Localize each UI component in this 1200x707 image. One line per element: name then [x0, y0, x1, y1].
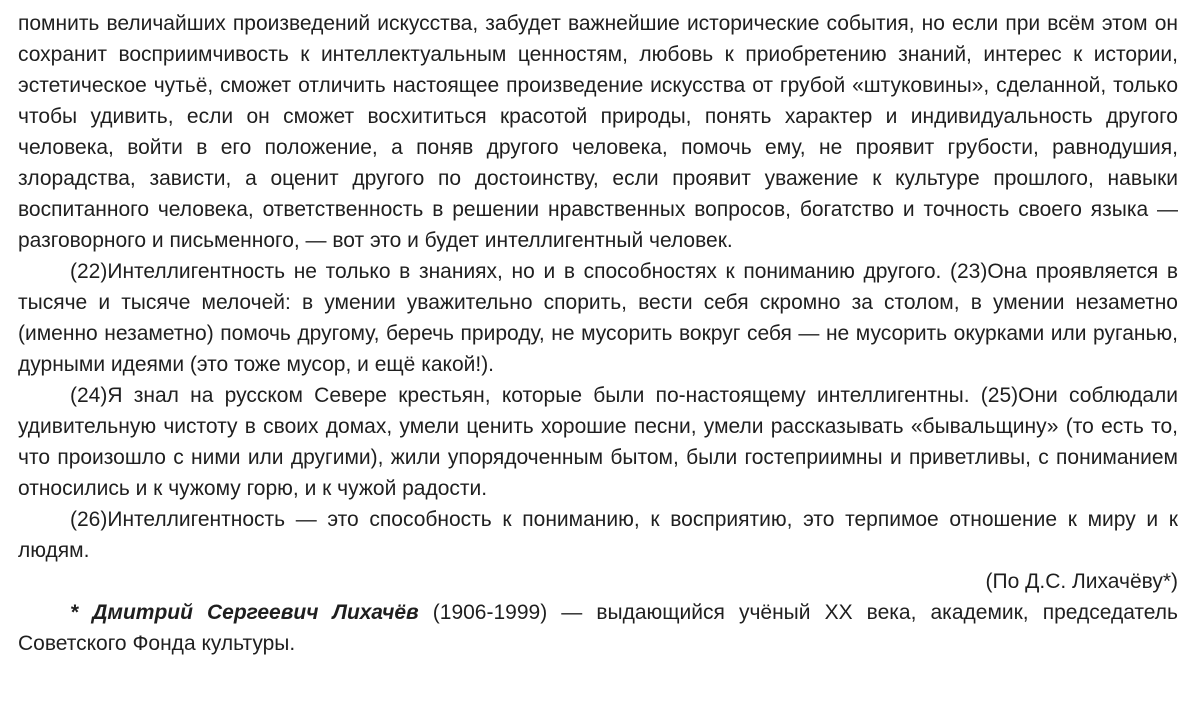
source-attribution: (По Д.С. Лихачёву*) [985, 570, 1178, 593]
footnote-author-name: * Дмитрий Сергеевич Лихачёв [70, 601, 419, 624]
paragraph-24-25: (24)Я знал на русском Севере крестьян, которые были по-настоящему интеллигентны. (25)Они соблюдали удивительную чистоту в своих домах, умели ценить хорошие песни, умели рассказывать «бывальщину» (то есть то, что произошло с ними или другими), жили упорядоченным бытом, были гостеприимны и приветливы, с пониманием относились и к чужому горю, и к чужой радости. [18, 384, 1178, 500]
footnote-text: (1906-1999) — выдающийся учёный XX века, академик, председатель Советского Фонда культуры. [18, 601, 1178, 655]
paragraph-22-23: (22)Интеллигентность не только в знаниях, но и в способностях к пониманию другого. (23)Она проявляется в тысяче и тысяче мелочей: в умении уважительно спорить, вести себя скромно за столом, в умении незаметно (именно незаметно) помочь другому, беречь природу, не мусорить вокруг себя — не мусорить окурками или руганью, дурными идеями (это тоже мусор, и ещё какой!). [18, 260, 1178, 376]
paragraph-26: (26)Интеллигентность — это способность к пониманию, к восприятию, это терпимое отношение к миру и к людям. [18, 508, 1178, 562]
paragraph-continuation: помнить величайших произведений искусства, забудет важнейшие исторические события, но если при всём этом он сохранит восприимчивость к интеллектуальным ценностям, любовь к приобретению знаний, интерес к истории, эстетическое чутьё, сможет отличить настоящее произведение искусства от грубой «штуковины», сделанной, только чтобы удивить, если он сможет восхититься красотой природы, понять характер и индивидуальность другого человека, войти в его положение, а поняв другого человека, помочь ему, не проявит грубости, равнодушия, злорадства, зависти, а оценит другого по достоинству, если проявит уважение к культуре прошлого, навыки воспитанного человека, ответственность в решении нравственных вопросов, богатство и точность своего языка — разговорного и письменного, — вот это и будет интеллигентный человек. [18, 12, 1178, 252]
footnote [18, 597, 1178, 659]
